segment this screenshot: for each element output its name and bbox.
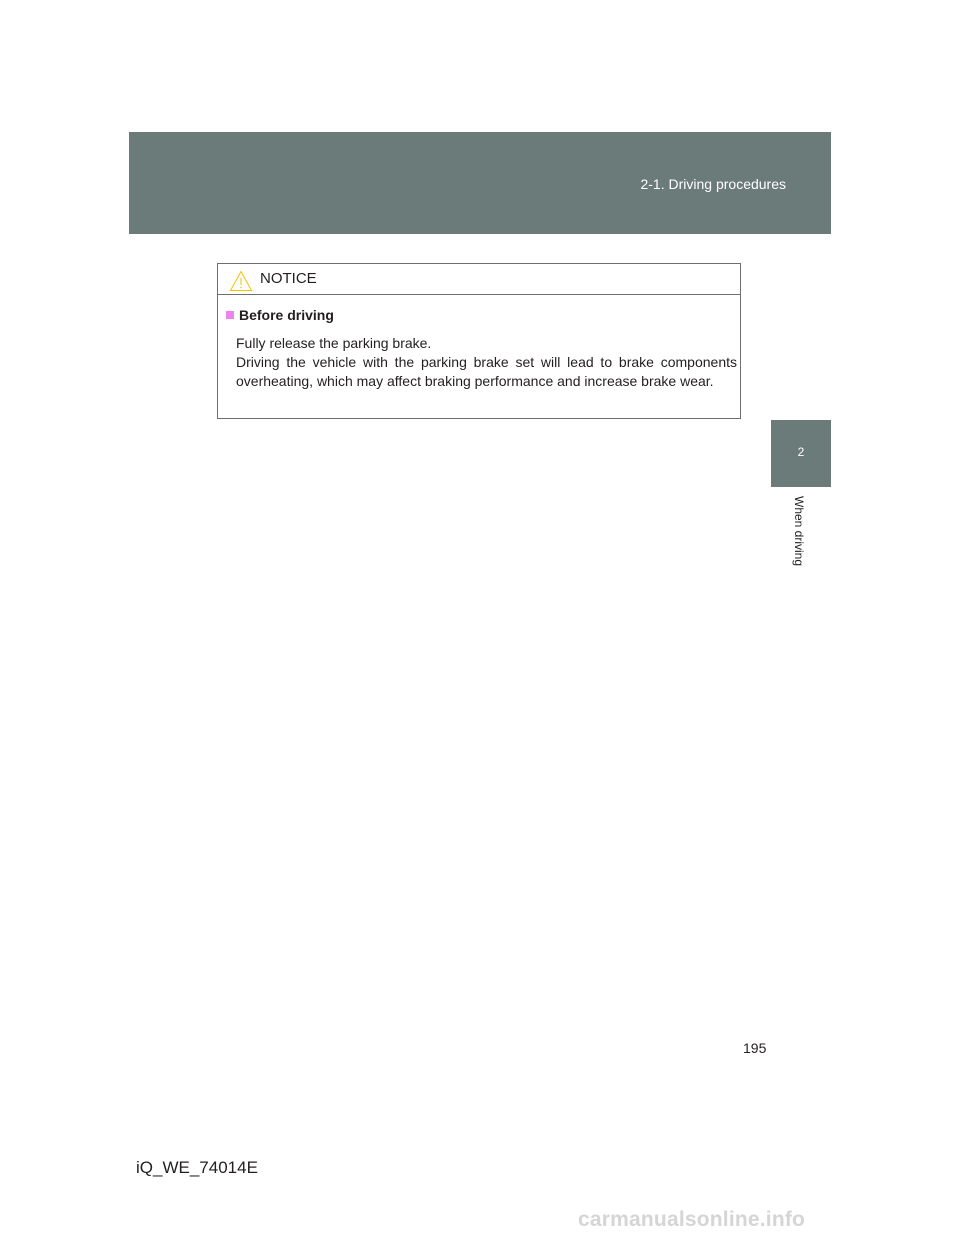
chapter-number: 2 <box>797 445 805 459</box>
chapter-label <box>792 496 806 586</box>
chapter-label-text: When driving <box>792 496 806 567</box>
page-number: 195 <box>743 1040 767 1056</box>
notice-paragraph-1: Fully release the parking brake. <box>236 335 432 351</box>
header-band <box>129 132 831 234</box>
bullet-heading: Before driving <box>239 307 334 323</box>
document-code: iQ_WE_74014E <box>136 1158 258 1177</box>
watermark: carmanualsonline.info <box>578 1208 806 1231</box>
notice-box <box>217 263 741 419</box>
warning-triangle-icon <box>229 270 253 292</box>
notice-title: NOTICE <box>260 270 317 287</box>
notice-header <box>218 264 740 295</box>
notice-paragraph-2: Driving the vehicle with the parking brake set will lead to brake components overheating, which may affect braking performance and increase brake wear. <box>236 354 737 389</box>
chapter-tab <box>771 420 831 487</box>
bullet-square-icon <box>226 311 234 319</box>
section-title: 2-1. Driving procedures <box>640 176 786 192</box>
